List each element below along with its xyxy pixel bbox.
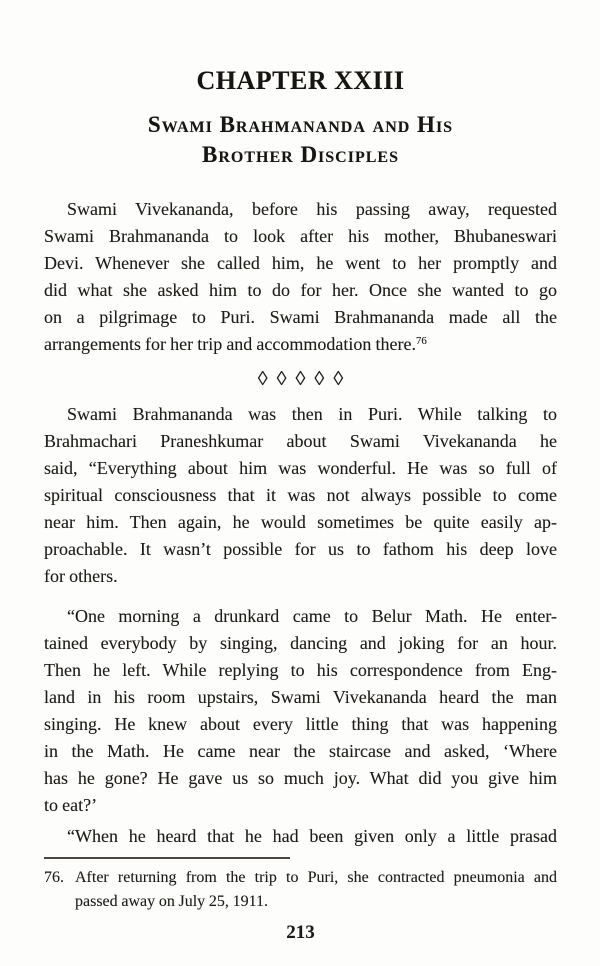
text-line: Devi. Whenever she called him, he went to her promptly and [44,253,557,273]
text-line: arrangements for her trip and accommodation there.$^{76}$ [44,334,427,354]
text-line: passed away on July 25, 1911. [75,893,268,910]
text-line: Then he left. While replying to his correspondence from Eng- [44,660,557,680]
text-line: did what she asked him to do for her. Once she wanted to go [44,280,557,300]
text-line: “When he heard that he had been given only a little prasad [67,826,557,846]
body-paragraph-2 [44,401,557,590]
text-line: on a pilgrimage to Puri. Swami Brahmananda made all the [44,307,557,327]
footnote [44,866,557,914]
text-line: in the Math. He came near the staircase and asked, ‘Where [44,741,557,761]
text-line: said, “Everything about him was wonderful. He was so full of [44,458,557,478]
text-line: has he gone? He gave us so much joy. What did you give him [44,768,557,788]
text-line: tained everybody by singing, dancing and joking for an hour. [44,633,557,653]
chapter-title-line-2: Brother Disciples [202,142,399,167]
body-paragraph-1 [44,196,557,358]
text-line: Swami Vivekananda, before his passing away, requested [67,199,557,219]
text-line: “One morning a drunkard came to Belur Math. He enter- [67,606,557,626]
text-line: spiritual consciousness that it was not always possible to come [44,485,557,505]
text-line: Brahmachari Praneshkumar about Swami Vivekananda he [44,431,557,451]
footnote-number: 76. [44,869,64,886]
footnote-reference: 76 [415,335,427,347]
chapter-heading: CHAPTER XXIII [196,66,405,95]
body-text [44,196,557,850]
section-divider-ornament: ◊◊◊◊◊ [257,368,353,390]
text-line: singing. He knew about every little thing that was happening [44,714,557,734]
body-paragraph-3 [44,603,557,819]
text-line: land in his room upstairs, Swami Vivekananda heard the man [44,687,557,707]
text-line: to eat?’ [44,795,98,815]
text-line: for others. [44,566,118,586]
text-line: near him. Then again, he would sometimes be quite easily ap- [44,512,557,532]
text-line: proachable. It wasn’t possible for us to fathom his deep love [44,539,557,559]
footnote-divider [44,857,290,859]
text-line: After returning from the trip to Puri, she contracted pneumonia and [75,869,557,886]
body-paragraph-4 [44,823,557,850]
chapter-title [44,110,557,170]
text-line: Swami Brahmananda to look after his mother, Bhubaneswari [44,226,557,246]
page-number: 213 [286,922,315,943]
footnote-text [75,866,557,914]
chapter-title-line-1: Swami Brahmananda and His [147,112,454,137]
text-line: Swami Brahmananda was then in Puri. While talking to [67,404,557,424]
chapter-header [44,66,557,170]
